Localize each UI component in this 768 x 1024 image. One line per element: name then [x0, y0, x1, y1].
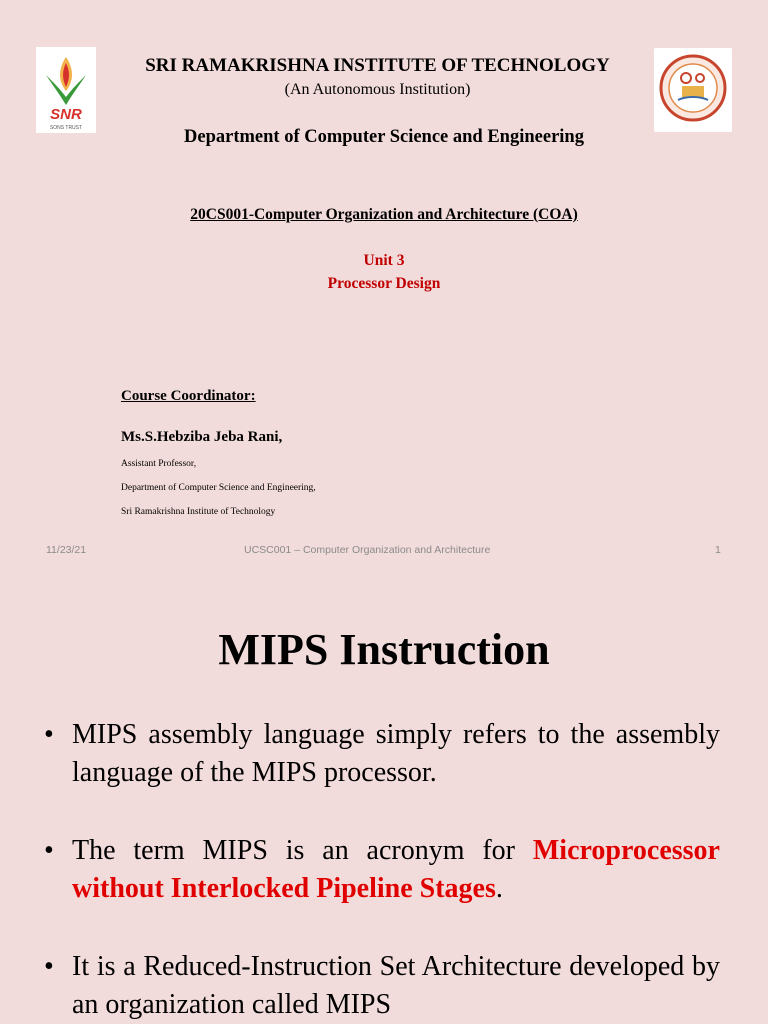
coordinator-role: Assistant Professor, [121, 459, 197, 469]
bullet-text: The term MIPS is an acronym for [72, 835, 533, 866]
department-heading: Department of Computer Science and Engineering [184, 127, 584, 147]
topic-label: Processor Design [327, 275, 441, 292]
bullet-text: MIPS assembly language simply refers to the assembly language of the MIPS processor. [72, 719, 720, 788]
footer-course: UCSC001 – Computer Organization and Architecture [244, 544, 491, 556]
course-title-text: 20CS001-Computer Organization and Architecture (COA) [190, 206, 578, 223]
slide-title: MIPS Instruction [218, 625, 550, 674]
institute-name: SRI RAMAKRISHNA INSTITUTE OF TECHNOLOGY [145, 55, 610, 76]
unit-label: Unit 3 [363, 252, 405, 269]
bullet-item [44, 716, 720, 792]
bullet-dot: • [44, 835, 54, 866]
footer-date: 11/23/21 [46, 544, 87, 556]
institute-subtitle: (An Autonomous Institution) [284, 81, 471, 98]
bullet-dot: • [44, 951, 54, 982]
content-slide [0, 576, 768, 1024]
bullet-text: It is a Reduced-Instruction Set Architecture developed by an organization called MIPS [72, 951, 720, 1020]
snr-logo-icon [36, 47, 96, 133]
coordinator-institute: Sri Ramakrishna Institute of Technology [121, 507, 276, 517]
footer-page-number: 1 [715, 544, 721, 556]
coordinator-label: Course Coordinator: [121, 388, 256, 404]
bullet-list [44, 716, 720, 1024]
coordinator-department: Department of Computer Science and Engineering, [121, 483, 316, 493]
coordinator-name: Ms.S.Hebziba Jeba Rani, [121, 429, 283, 445]
bullet-dot: • [44, 719, 54, 750]
svg-text:SNR: SNR [50, 106, 82, 123]
course-title [0, 206, 768, 224]
svg-text:SONS TRUST: SONS TRUST [49, 125, 83, 131]
bullet-highlight: Microprocessor without Interlocked Pipeline Stages [72, 835, 720, 904]
bullet-text-suffix: . [495, 873, 503, 904]
bullet-item [44, 948, 720, 1024]
bullet-item [44, 832, 720, 908]
institute-seal-icon [654, 48, 732, 132]
